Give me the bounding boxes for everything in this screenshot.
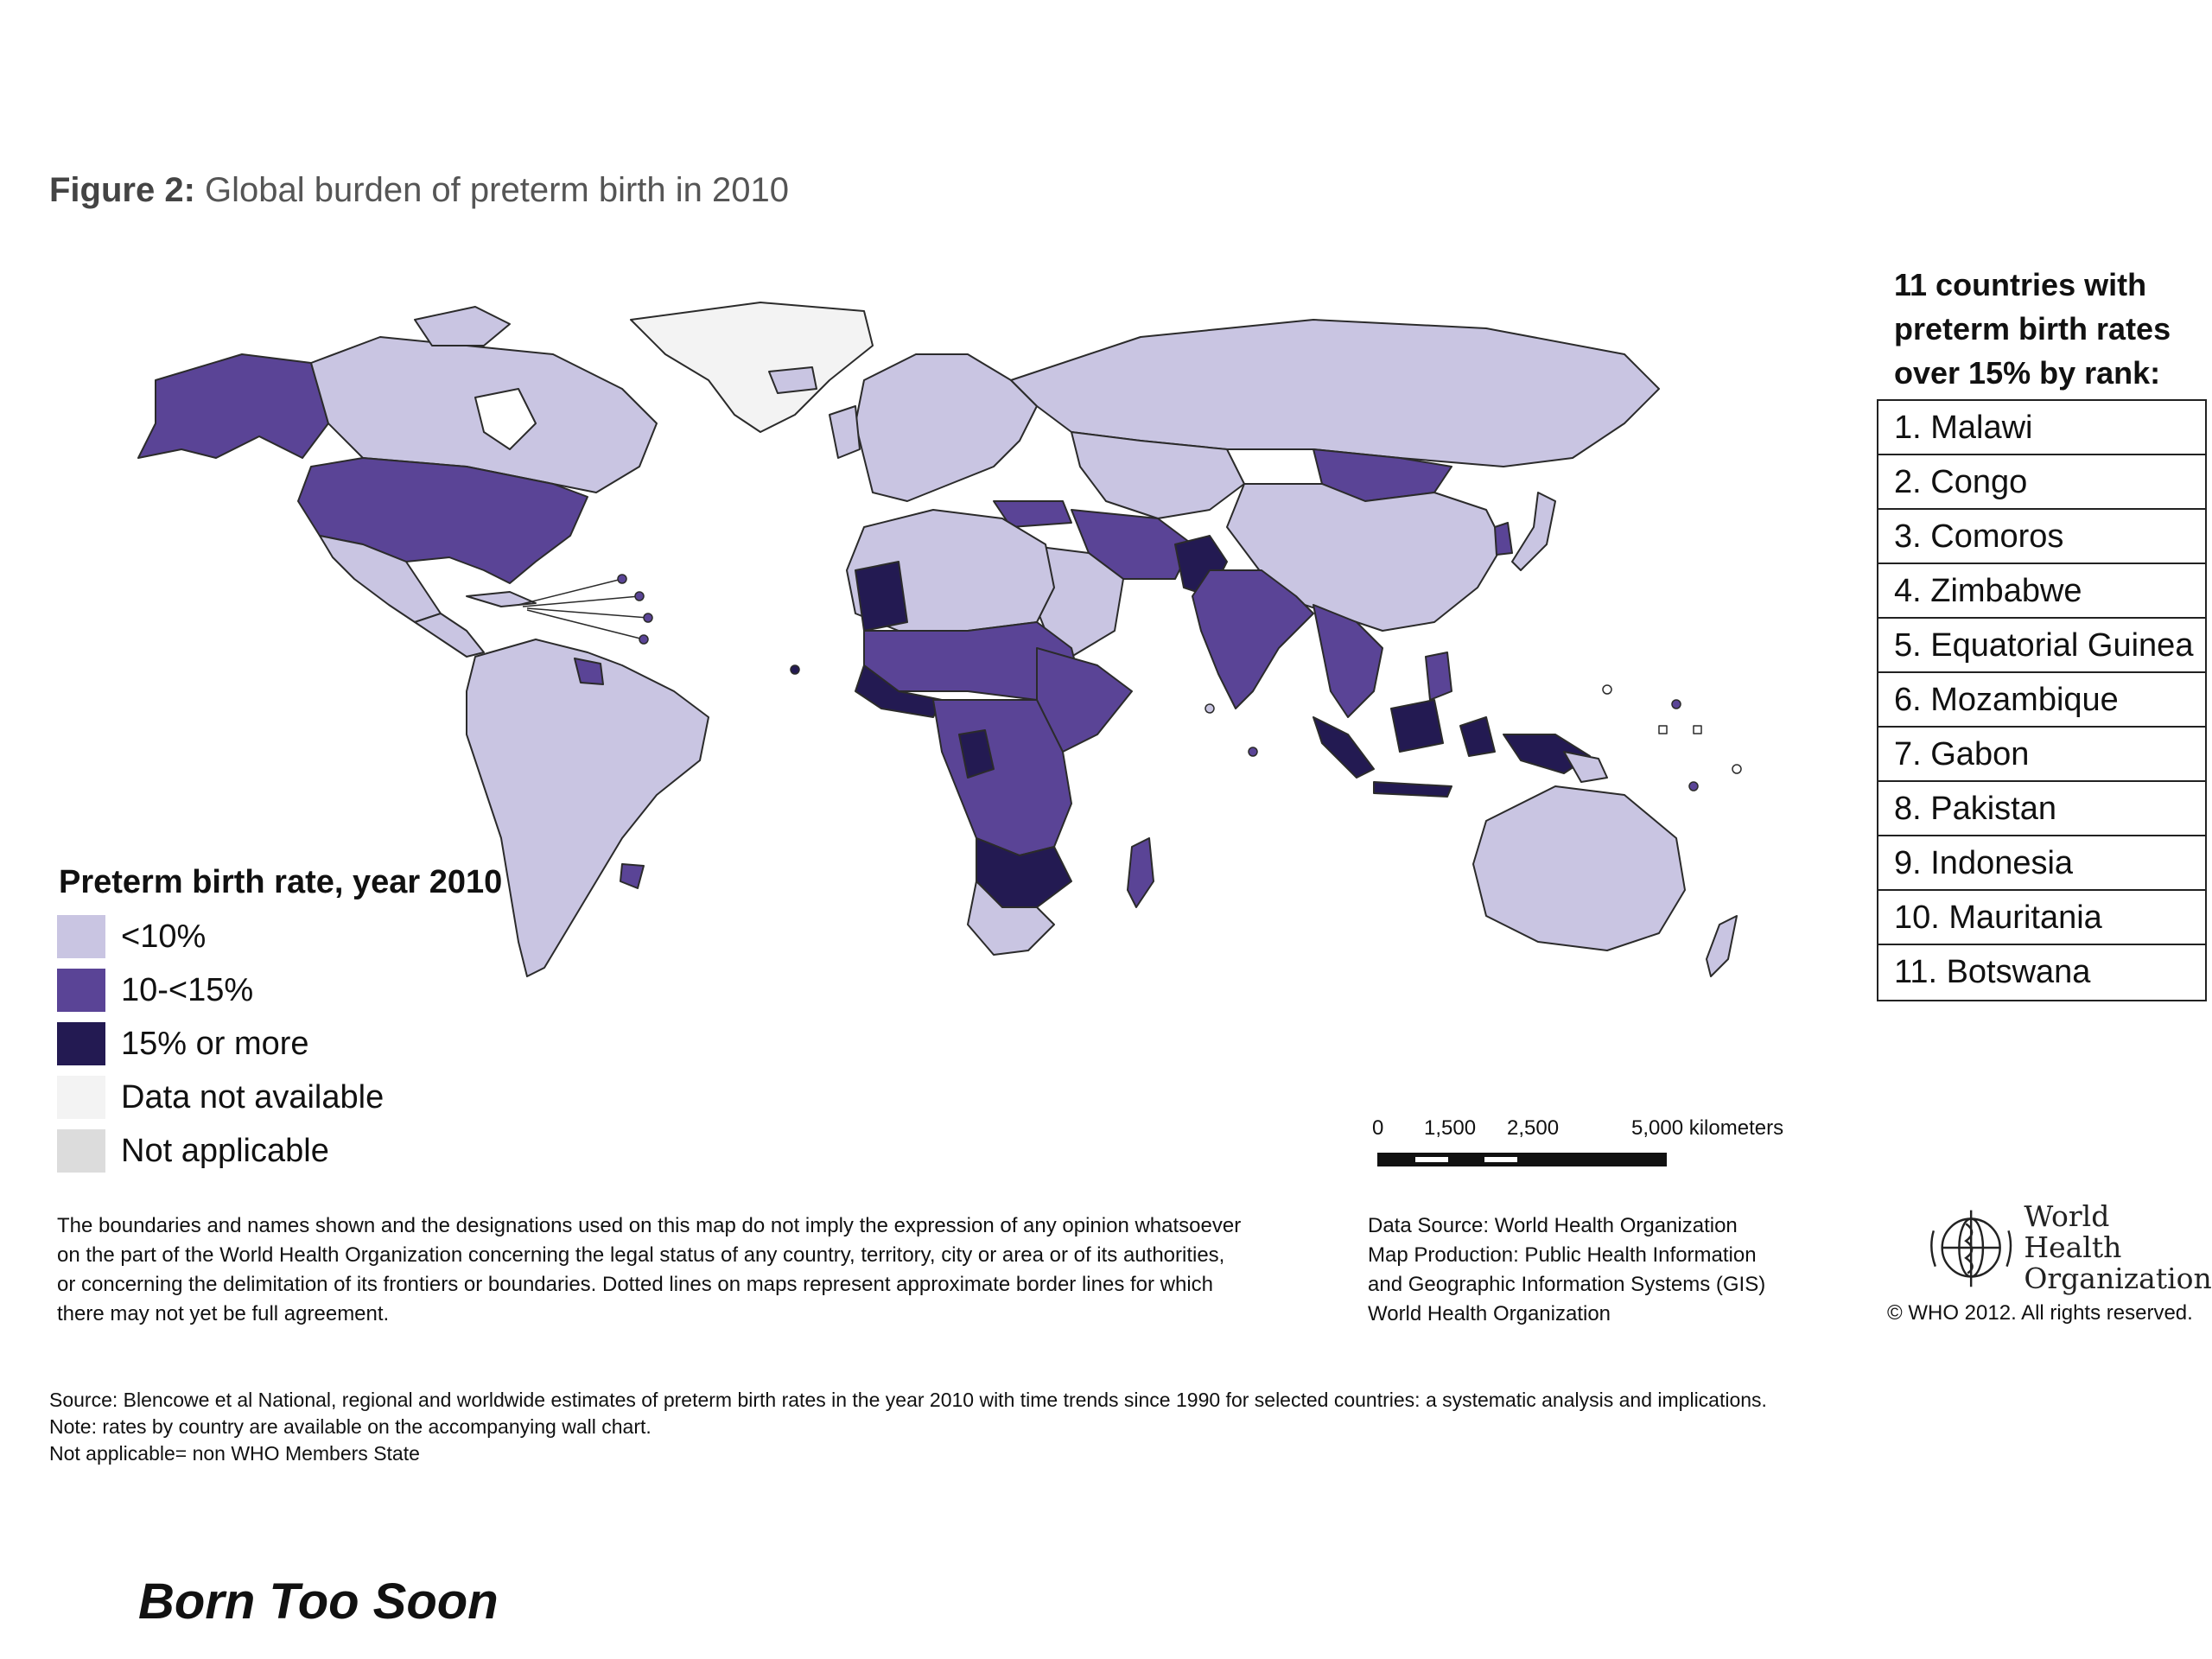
uk bbox=[830, 406, 860, 458]
madagascar bbox=[1128, 838, 1154, 907]
japan bbox=[1512, 493, 1555, 570]
central-america bbox=[415, 613, 484, 657]
who-name bbox=[2024, 1201, 2212, 1294]
legend-swatch bbox=[57, 915, 105, 958]
disclaimer-line: or concerning the delimitation of its frontiers or boundaries. Dotted lines on maps represent approximate border lines for which bbox=[57, 1273, 1214, 1296]
europe bbox=[855, 354, 1037, 501]
australia bbox=[1473, 786, 1685, 950]
scale-label: 1,500 bbox=[1424, 1116, 1477, 1140]
rank-item: 7. Gabon bbox=[1878, 728, 2205, 782]
legend-swatch bbox=[57, 1022, 105, 1065]
copyright: © WHO 2012. All rights reserved. bbox=[1887, 1301, 2193, 1325]
source-line: Not applicable= non WHO Members State bbox=[49, 1442, 420, 1465]
legend-item bbox=[57, 1073, 384, 1122]
rank-item: 6. Mozambique bbox=[1878, 673, 2205, 728]
disclaimer-line: on the part of the World Health Organization concerning the legal status of any country, territory, city or area or of its authorities, bbox=[57, 1243, 1225, 1267]
legend-item bbox=[57, 912, 206, 961]
alaska bbox=[138, 354, 328, 458]
rank-item: 11. Botswana bbox=[1894, 954, 2091, 990]
legend-item bbox=[57, 1020, 309, 1068]
figure-title-text: Global burden of preterm birth in 2010 bbox=[194, 171, 789, 209]
indonesia-java bbox=[1374, 782, 1452, 797]
mauritania bbox=[855, 562, 907, 631]
rank-item: 5. Equatorial Guinea bbox=[1878, 619, 2205, 673]
rank-item: 4. Zimbabwe bbox=[1878, 564, 2205, 619]
legend-swatch bbox=[57, 1076, 105, 1119]
disclaimer-line: The boundaries and names shown and the designations used on this map do not imply the expression of any opinion whatsoever bbox=[57, 1214, 1242, 1237]
rank-table bbox=[1877, 399, 2207, 1001]
cuba bbox=[467, 592, 536, 607]
who-logo bbox=[1925, 1201, 2212, 1294]
legend-title: Preterm birth rate, year 2010 bbox=[59, 864, 503, 900]
legend-label: Not applicable bbox=[121, 1132, 329, 1169]
rank-item: 8. Pakistan bbox=[1878, 782, 2205, 836]
indonesia-sumatra bbox=[1313, 717, 1374, 778]
rank-heading-line: preterm birth rates bbox=[1894, 311, 2171, 346]
data-source-line: Map Production: Public Health Information bbox=[1368, 1243, 1757, 1267]
disclaimer bbox=[57, 1211, 1301, 1329]
who-emblem-icon bbox=[1925, 1205, 2017, 1291]
rank-heading-line: 11 countries with bbox=[1894, 267, 2147, 302]
rank-heading-line: over 15% by rank: bbox=[1894, 355, 2161, 391]
rank-heading bbox=[1894, 263, 2171, 395]
legend-label: <10% bbox=[121, 918, 207, 955]
data-source-line: World Health Organization bbox=[1368, 1302, 1611, 1325]
caribbean-callouts bbox=[518, 575, 652, 644]
brand-title: Born Too Soon bbox=[138, 1573, 499, 1630]
disclaimer-line: there may not yet be full agreement. bbox=[57, 1302, 390, 1325]
legend-label: Data not available bbox=[121, 1078, 385, 1116]
south-america bbox=[467, 639, 709, 976]
canadian-islands bbox=[415, 307, 510, 346]
world-map bbox=[104, 285, 1745, 1063]
scale-label: 2,500 bbox=[1507, 1116, 1560, 1140]
indonesia-east bbox=[1460, 717, 1495, 756]
who-name-line: Organization bbox=[2024, 1262, 2212, 1295]
rank-item: 10. Mauritania bbox=[1878, 891, 2205, 945]
scale-bar-graphic bbox=[1377, 1151, 1668, 1168]
figure-label: Figure 2: bbox=[49, 171, 195, 209]
data-source bbox=[1368, 1211, 1765, 1329]
iceland bbox=[769, 367, 817, 393]
scale-bar bbox=[1372, 1116, 1804, 1168]
source-notes bbox=[49, 1387, 2166, 1467]
legend-swatch bbox=[57, 1129, 105, 1173]
korea bbox=[1495, 523, 1512, 555]
indonesia-borneo bbox=[1391, 700, 1443, 752]
philippines bbox=[1426, 652, 1452, 700]
rank-item: 3. Comoros bbox=[1878, 510, 2205, 564]
rank-item: 9. Indonesia bbox=[1878, 836, 2205, 891]
source-line: Source: Blencowe et al National, regional and worldwide estimates of preterm birth rates in the year 2010 with time trends since 1990 for selected countries: a systematic analysis and implications. bbox=[49, 1389, 1767, 1411]
legend-item bbox=[57, 966, 253, 1014]
legend-item bbox=[57, 1127, 329, 1175]
scale-label: 0 bbox=[1372, 1116, 1384, 1140]
legend-label: 15% or more bbox=[121, 1025, 309, 1062]
rank-item: 1. Malawi bbox=[1878, 401, 2205, 455]
data-source-line: and Geographic Information Systems (GIS) bbox=[1368, 1273, 1766, 1296]
data-source-line: Data Source: World Health Organization bbox=[1368, 1214, 1738, 1237]
new-zealand bbox=[1707, 916, 1737, 976]
figure-title bbox=[49, 171, 789, 210]
scale-label: 5,000 kilometers bbox=[1631, 1116, 1784, 1140]
who-name-line: World Health bbox=[2024, 1199, 2122, 1264]
uruguay bbox=[620, 864, 644, 888]
legend-label: 10-<15% bbox=[121, 971, 254, 1008]
legend-swatch bbox=[57, 969, 105, 1012]
source-line: Note: rates by country are available on the accompanying wall chart. bbox=[49, 1415, 652, 1438]
rank-item: 2. Congo bbox=[1878, 455, 2205, 510]
